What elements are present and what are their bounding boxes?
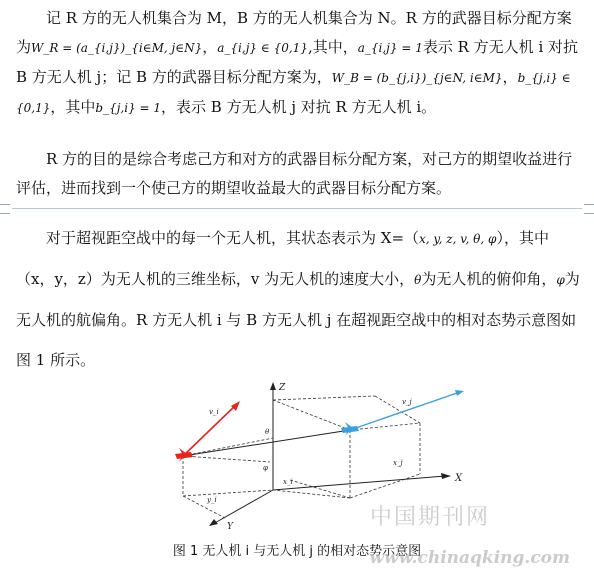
- p2-text: R 方的目的是综合考虑己方和对方的武器目标分配方案，对己方的期望收益进行评估，进而找到一个使己方的期望收益最大的武器目标分配方案。: [16, 150, 573, 197]
- p3-text-3: 为无人机的俯仰角，: [421, 270, 557, 288]
- watermark-site-url: www.chinaqking.com: [369, 548, 570, 568]
- blue-projection-lines: [273, 396, 420, 498]
- p1-formula-bji-1: b_{j,i} = 1: [95, 101, 162, 115]
- blue-aircraft-icon: [341, 422, 359, 436]
- blue-velocity-arrow: [455, 390, 464, 396]
- y-axis: [213, 490, 273, 524]
- paragraph-2: [16, 145, 582, 203]
- p1-formula-aij-1: a_{i,j} = 1: [357, 41, 423, 55]
- p1-text-4: 表示 R 方无人机 i 对抗 B 方无人机 j；记 B 方的武器目标分配方案为，: [16, 38, 579, 86]
- label-xi: x_i: [283, 478, 293, 486]
- p3-formula-theta: θ: [414, 273, 422, 287]
- p1-text-1: 记 R 方的无人机集合为 M，B 方的无人机集合为 N。R 方的武器目标分配方案为: [16, 9, 572, 56]
- x-axis-label: X: [455, 473, 463, 484]
- figure-caption: 图 1 无人机 i 与无人机 j 的相对态势示意图: [172, 544, 422, 559]
- y-axis-arrow: [209, 519, 218, 526]
- page-break-line: [12, 208, 582, 209]
- page-break-left-mark: [0, 204, 10, 214]
- z-axis-label: Z: [279, 383, 286, 393]
- label-xj: x_j: [393, 459, 403, 467]
- x-axis-arrow: [441, 473, 451, 479]
- watermark-site-name: 中国期刊网: [369, 505, 490, 530]
- p3-text-1: 对于超视距空战中的每一个无人机，其状态表示为 X=（: [46, 229, 420, 247]
- label-vj: v_j: [402, 398, 412, 406]
- paragraph-3: [16, 218, 582, 380]
- page-break: [0, 204, 594, 212]
- p1-formula-aij-set: a_{i,j} ∈ {0,1}: [217, 41, 308, 55]
- label-vi: v_i: [209, 408, 219, 416]
- p1-formula-bji-set: b_{j,i} ∈ {0,1}: [16, 71, 571, 115]
- label-phi: φ: [263, 464, 268, 472]
- p1-text-2: ，: [202, 38, 218, 56]
- p1-text-5: ，: [502, 68, 518, 86]
- p3-text-2: ），其中（x，y，z）为无人机的三维坐标，v 为无人机的速度大小，: [16, 229, 549, 288]
- z-axis-arrow: [270, 382, 276, 390]
- y-axis-label: Y: [227, 522, 233, 532]
- p3-formula-state: x, y, z, v, θ, φ: [419, 232, 497, 246]
- p1-text-7: ，表示 B 方无人机 j 对抗 R 方无人机 i。: [161, 98, 437, 116]
- label-theta: θ: [265, 428, 270, 436]
- x-axis: [273, 476, 445, 490]
- paragraph-1: [16, 4, 582, 123]
- p1-formula-wr: W_R = (a_{i,j})_{i∈M, j∈N}: [31, 41, 203, 55]
- p3-formula-phi: φ: [556, 273, 565, 287]
- page-break-right-mark: [584, 204, 594, 214]
- p1-formula-wb: W_B = (b_{j,i})_{j∈N, i∈M}: [331, 71, 503, 85]
- p1-text-3: ,其中，: [307, 38, 358, 56]
- p3-text-4: 为无人机的航偏角。R 方无人机 i 与 B 方无人机 j 在超视距空战中的相对态势示意图如图 1 所示。: [16, 270, 580, 369]
- red-projection-lines: [183, 438, 273, 518]
- p1-text-6: ，其中: [50, 98, 96, 116]
- label-yi: y_i: [207, 496, 217, 504]
- red-aircraft-icon: [175, 448, 193, 462]
